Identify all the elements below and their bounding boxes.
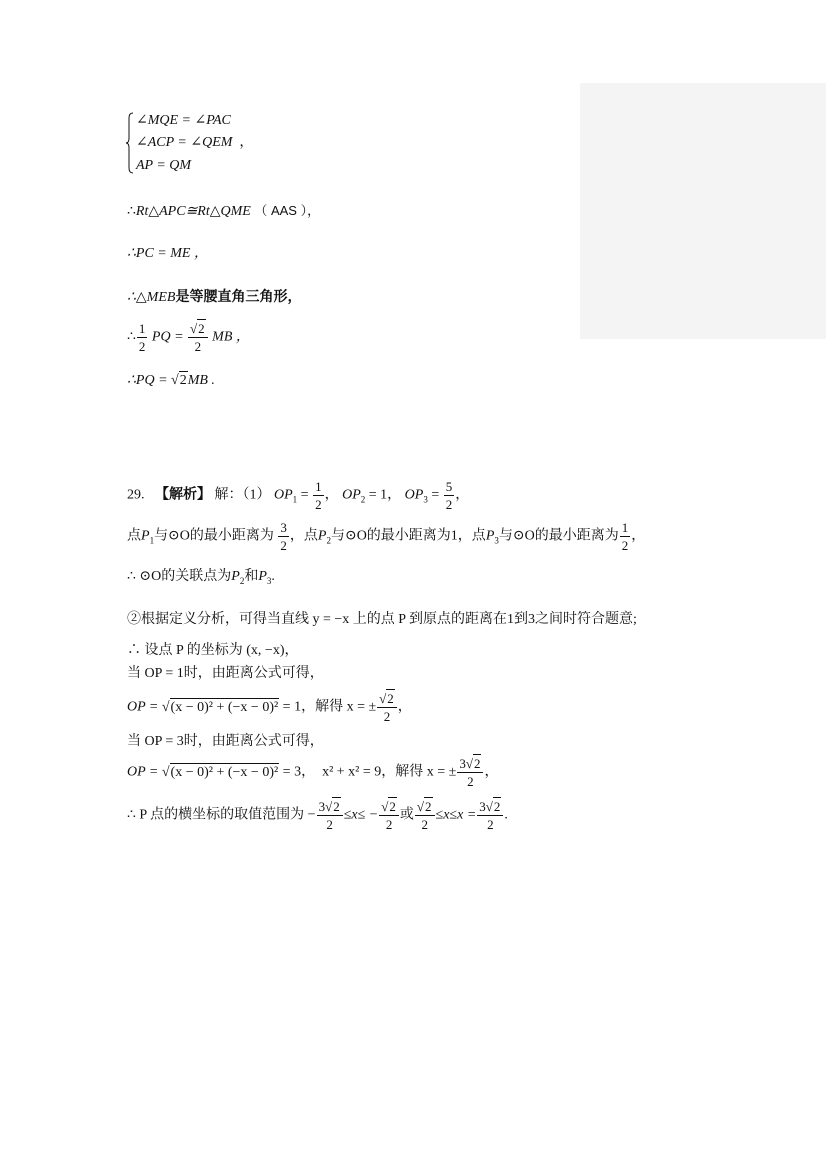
q29-op1-case-line: 当 OP = 1时，由距离公式可得， <box>127 666 324 681</box>
left-brace <box>126 112 134 174</box>
q29-header-line: 29. 【解析】 解：（1） $OP_1$ = $\frac{1}{2}$ ， $OP_2 = 1$， $OP_3$ = $\frac{5}{2}$ ， <box>127 479 470 512</box>
gray-margin-box <box>580 83 826 339</box>
q29-definition-line: ②根据定义分析，可得当直线 y = −x 上的点 P 到原点的距离在1到3之间时符合题意; <box>127 612 637 627</box>
condition-3: AP = QM <box>136 158 192 173</box>
condition-1: ∠MQE = ∠PAC <box>136 113 231 128</box>
half-pq-line: ∴ $\frac{1}{2}$ PQ = $\frac{√2}{2}$ MB ， <box>127 321 250 354</box>
congruence-line: ∴Rt△APC≅Rt△QME （ AAS ）， <box>127 203 321 219</box>
pq-equals-line: ∴PQ = √2MB . <box>127 373 215 388</box>
q29-distance-line: 点$P_1$与⊙O的最小距离为 $\frac{3}{2}$ ，点$P_2$与⊙O的最小距离为1，点$P_3$与⊙O的最小距离为 $\frac{1}{2}$ ， <box>127 520 646 553</box>
q29-related-points-line: ∴ ⊙O的关联点为$P_2$和$P_3$. <box>127 569 275 586</box>
q29-coordinate-line: ∴ 设点 P 的坐标为 (x, −x)， <box>127 643 299 658</box>
pc-equals-me: ∴PC = ME ， <box>127 246 208 261</box>
q29-range-line: ∴ P 点的横坐标的取值范围为 − $\frac{3√2}{2}$ ≤x≤ − $\frac{√2}{2}$ 或 $\frac{√2}{2}$ ≤x≤x = $\frac{3√2}{2}$ . <box>127 799 508 832</box>
meb-isosceles-line: ∴△MEB是等腰直角三角形， <box>127 289 302 305</box>
q29-op3-formula-line: OP = √(x − 0)² + (−x − 0)² = 3， x² + x² = 9，解得 x = ± $\frac{3√2}{2}$ ， <box>127 756 499 789</box>
analysis-tag: 【解析】 <box>155 486 211 503</box>
q29-op1-formula-line: OP = √(x − 0)² + (−x − 0)² = 1，解得 x = ± $\frac{√2}{2}$ ， <box>127 691 412 724</box>
question-number: 29. <box>127 487 145 503</box>
condition-2: ∠ACP = ∠QEM ， <box>136 135 254 150</box>
q29-op3-case-line: 当 OP = 3时，由距离公式可得， <box>127 734 324 749</box>
